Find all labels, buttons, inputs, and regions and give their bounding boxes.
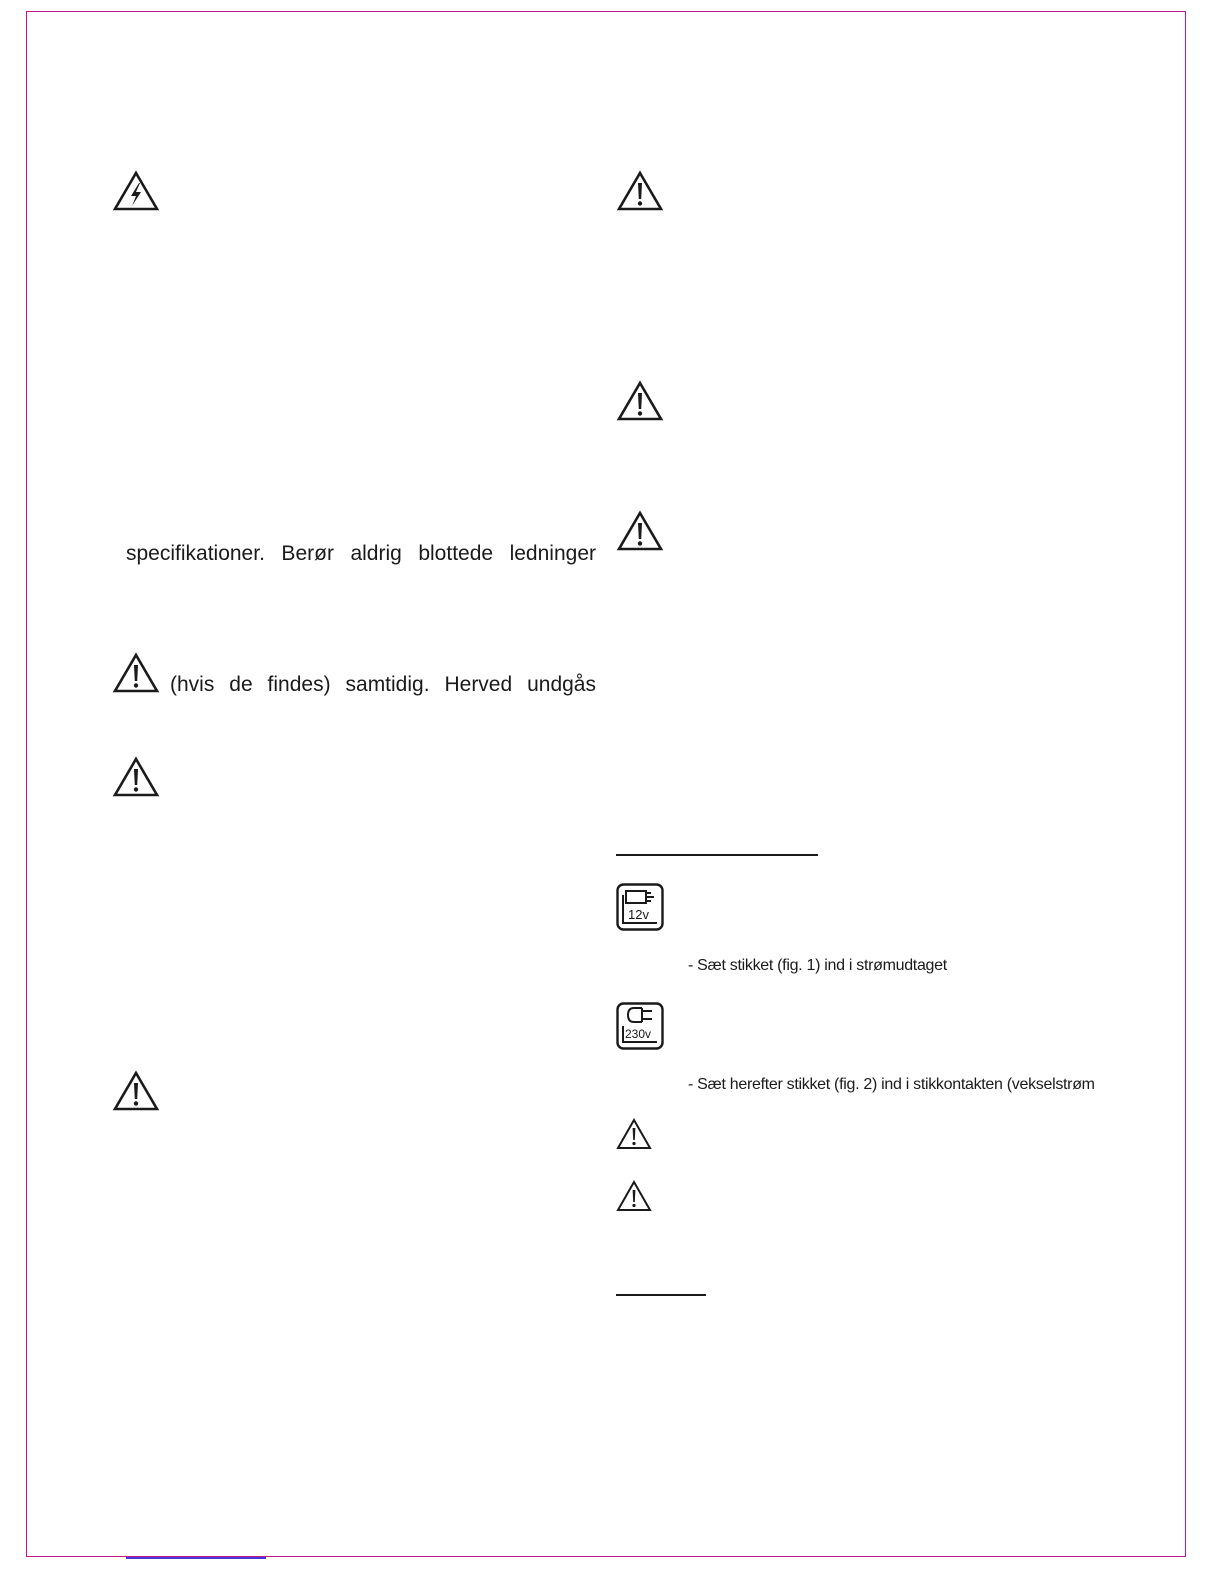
warning-icon [616,170,664,212]
svg-text:12v: 12v [628,907,649,922]
instruction-230v: - Sæt herefter stikket (fig. 2) ind i stikkontakten (vekselstrøm [688,1076,1095,1093]
page-border [26,11,1186,1557]
left-text-samtidig: (hvis de findes) samtidig. Herved undgås [170,673,596,696]
section-heading-underline [616,1294,706,1296]
warning-icon [616,380,664,422]
electric-shock-warning-icon [112,170,160,212]
section-heading-underline [616,854,818,856]
warning-icon [616,1118,652,1150]
svg-text:230v: 230v [625,1027,652,1041]
warning-icon [112,1070,160,1112]
instruction-12v: - Sæt stikket (fig. 1) ind i strømudtaget [688,957,947,974]
left-text-specifikationer: specifikationer. Berør aldrig blottede ledninger [126,542,596,565]
warning-icon [112,652,160,694]
plug-12v-icon [616,883,664,931]
bottom-accent-line [126,1557,266,1559]
warning-icon [112,756,160,798]
warning-icon [616,510,664,552]
plug-230v-icon [616,1002,664,1050]
warning-icon [616,1180,652,1212]
